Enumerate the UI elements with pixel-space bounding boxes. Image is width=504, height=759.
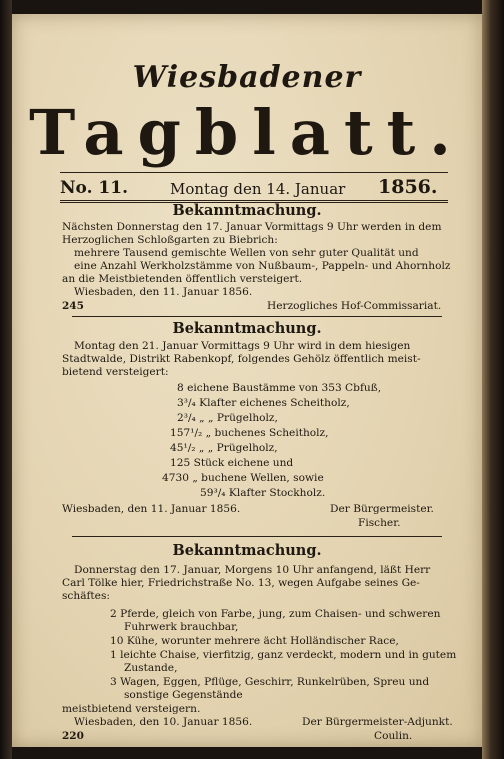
notice-1-signature: Herzogliches Hof-Commissariat. xyxy=(267,300,442,312)
notice-3-item: sonstige Gegenstände xyxy=(124,689,243,701)
notice-2-closing: Wiesbaden, den 11. Januar 1856. xyxy=(62,503,241,515)
header-rule-top xyxy=(60,172,448,173)
notice-3-item: 3 Wagen, Eggen, Pflüge, Geschirr, Runkelrüben, Spreu und xyxy=(110,676,430,688)
notice-2-item: 4730 „ buchene Wellen, sowie xyxy=(162,472,324,484)
notice-2-title: Bekanntmachung. xyxy=(172,320,322,337)
masthead-title: Tagblatt. xyxy=(29,96,465,169)
notice-divider xyxy=(72,536,442,537)
notice-3-line: schäftes: xyxy=(62,590,110,602)
newspaper-page xyxy=(12,14,482,747)
notice-2-item: 8 eichene Baustämme von 353 Cbfuß, xyxy=(177,382,382,394)
notice-3-line: Donnerstag den 17. Januar, Morgens 10 Uhr anfangend, läßt Herr xyxy=(74,564,431,576)
notice-1-line: an die Meistbietenden öffentlich versteigert. xyxy=(62,273,303,285)
masthead-small: Wiesbadener xyxy=(132,60,362,95)
notice-1-line: mehrere Tausend gemischte Wellen von sehr guter Qualität und xyxy=(74,247,419,259)
notice-3-item: 1 leichte Chaise, vierfitzig, ganz verdeckt, modern und in gutem xyxy=(110,649,457,661)
issue-year: 1856. xyxy=(378,176,438,198)
notice-divider xyxy=(72,316,442,317)
book-edge-right xyxy=(482,0,504,759)
notice-3-item: 2 Pferde, gleich von Farbe, jung, zum Chaisen- und schweren xyxy=(110,608,441,620)
notice-2-signature-title: Der Bürgermeister. xyxy=(330,503,434,515)
notice-3-signature-name: Coulin. xyxy=(374,730,413,742)
notice-1-title: Bekanntmachung. xyxy=(172,202,322,219)
notice-3-item: 10 Kühe, worunter mehrere ächt Holländischer Race, xyxy=(110,635,399,647)
notice-3-closing: Wiesbaden, den 10. Januar 1856. xyxy=(74,716,253,728)
notice-3-signature-title: Der Bürgermeister-Adjunkt. xyxy=(302,716,453,728)
notice-1-line: Nächsten Donnerstag den 17. Januar Vormittags 9 Uhr werden in dem xyxy=(62,221,442,233)
notice-2-item: 157¹/₂ „ buchenes Scheitholz, xyxy=(170,427,329,439)
notice-1-line: Herzoglichen Schloßgarten zu Biebrich: xyxy=(62,234,278,246)
notice-2-line: Stadtwalde, Distrikt Rabenkopf, folgendes Gehölz öffentlich meist- xyxy=(62,353,421,365)
notice-3-item: Fuhrwerk brauchbar, xyxy=(124,621,239,633)
notice-2-line: Montag den 21. Januar Vormittags 9 Uhr wird in dem hiesigen xyxy=(74,340,411,352)
notice-3-line: Carl Tölke hier, Friedrichstraße No. 13, wegen Aufgabe seines Ge- xyxy=(62,577,420,589)
notice-3-item: Zustande, xyxy=(124,662,178,674)
notice-3-title: Bekanntmachung. xyxy=(172,542,322,559)
notice-1-number: 245 xyxy=(62,300,84,312)
issue-number: No. 11. xyxy=(60,178,128,198)
book-spine-left xyxy=(0,0,12,759)
notice-1-line: eine Anzahl Werkholzstämme von Nußbaum-, Pappeln- und Ahornholz xyxy=(74,260,451,272)
notice-2-signature-name: Fischer. xyxy=(358,517,401,529)
notice-3-number: 220 xyxy=(62,730,84,742)
notice-2-item: 59³/₄ Klafter Stockholz. xyxy=(200,487,326,499)
notice-2-item: 3³/₄ Klafter eichenes Scheitholz, xyxy=(177,397,350,409)
notice-2-item: 45¹/₂ „ „ Prügelholz, xyxy=(170,442,278,454)
notice-2-line: bietend versteigert: xyxy=(62,366,169,378)
notice-2-item: 2³/₄ „ „ Prügelholz, xyxy=(177,412,278,424)
notice-2-item: 125 Stück eichene und xyxy=(170,457,294,469)
notice-1-line: Wiesbaden, den 11. Januar 1856. xyxy=(74,286,253,298)
issue-date: Montag den 14. Januar xyxy=(170,180,346,198)
notice-3-tail: meistbietend versteigern. xyxy=(62,703,201,715)
